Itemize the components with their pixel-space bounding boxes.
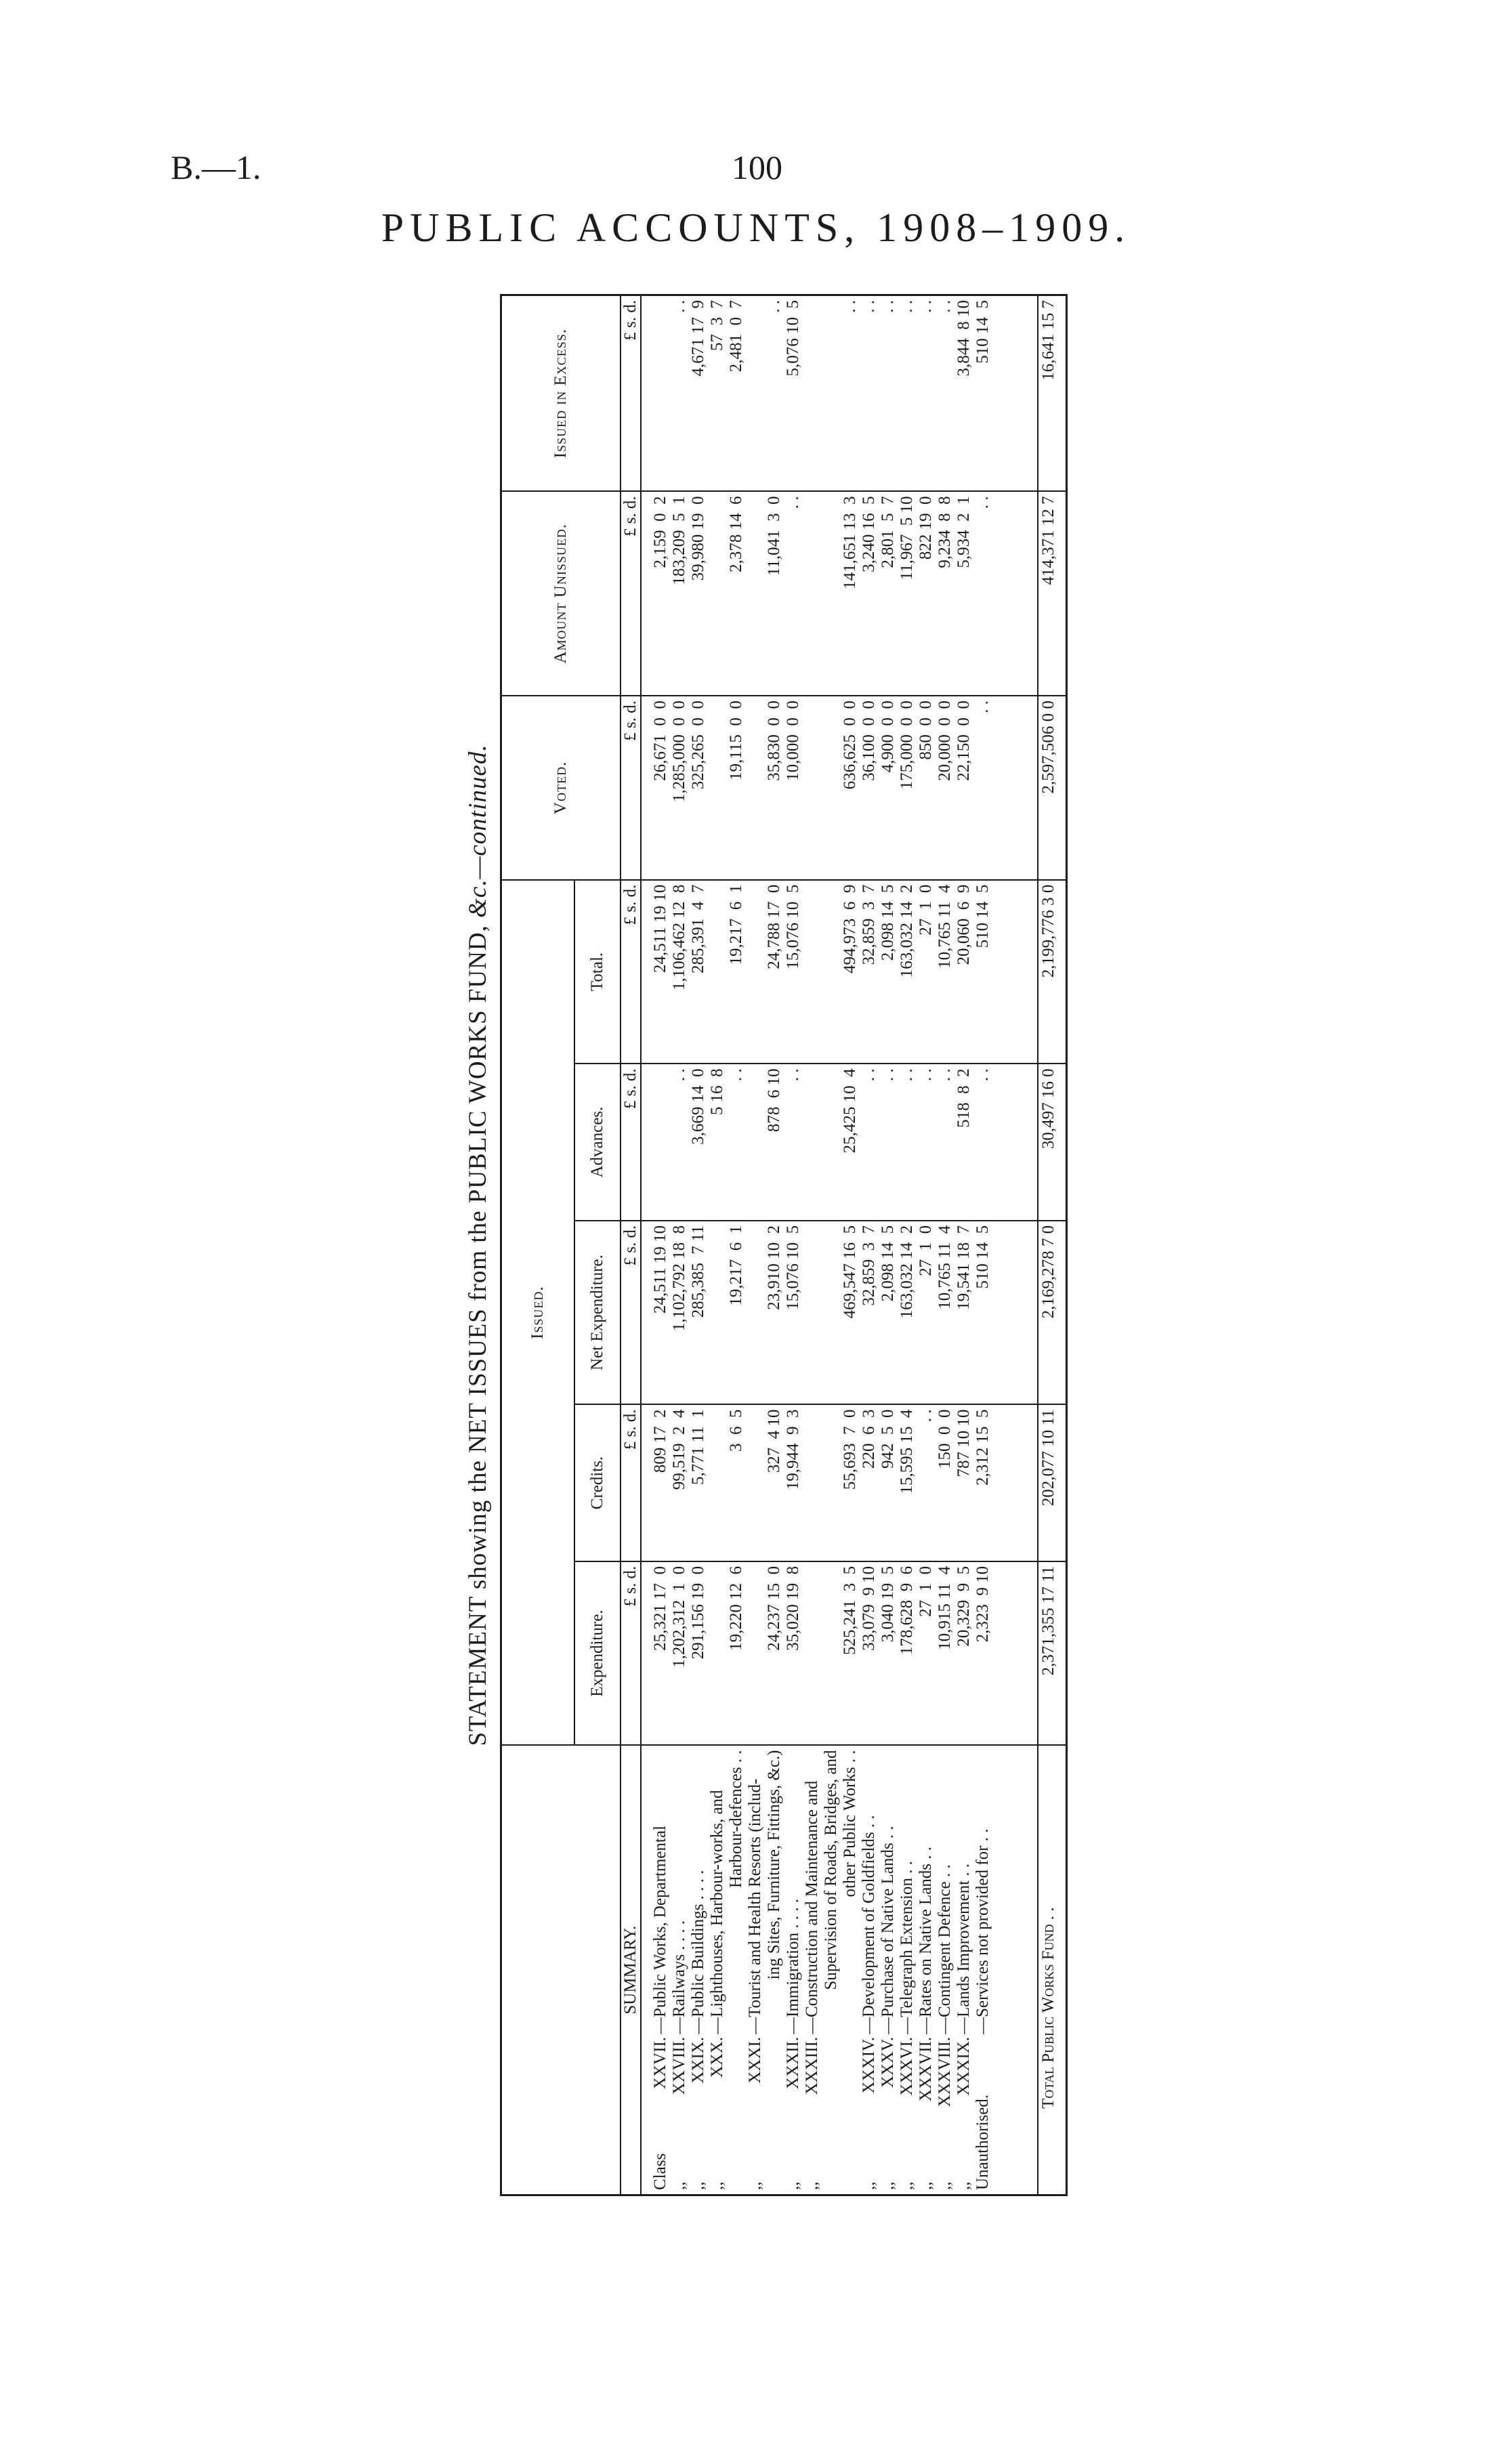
amount-ex [746,300,765,486]
amount-net: 469,547 16 5 [840,1225,859,1319]
amount-net [803,1225,822,1400]
amount-exp: 20,329 9 5 [954,1565,973,1647]
summary-line [936,1750,954,2190]
class-title: —Public Works, Departmental [650,1826,669,2034]
amount-un: 141,651 13 3 [840,496,859,589]
amount-cr: . . [916,1409,935,1423]
class-title: —Purchase of Native Lands . . [878,1826,897,2034]
amount-vot [746,700,765,875]
amount-un: 9,234 8 8 [935,496,954,568]
amount-cr: 150 0 0 [935,1409,954,1469]
class-title: —Public Buildings . . . . [688,1870,707,2034]
amount-un: 2,378 14 6 [726,496,745,572]
issued-in-excess-header: Issued in Excess. [501,295,621,492]
amount-ex: 3,844 8 10 [954,300,973,377]
amount-un [708,496,727,691]
class-number: XXXIX. [954,2037,973,2096]
amount-exp [822,1566,841,1741]
amount-ex: . . [764,300,783,313]
running-head: PUBLIC ACCOUNTS, 1908–1909. [381,205,1131,250]
total-net-expenditure: 2,169,278 7 0 [1038,1221,1067,1405]
amount-tot: 15,076 10 5 [783,884,802,969]
amount-exp: 2,323 9 10 [973,1565,992,1643]
amount-net: 32,859 3 7 [859,1225,878,1306]
class-number: XXXVI. [897,2037,916,2096]
amount-ex: . . [878,300,897,313]
amount-adv: . . [783,1068,802,1082]
page-code: B.—1. [171,148,261,186]
total-voted: 2,597,506 0 0 [1038,696,1067,880]
amount-vot [822,700,841,875]
summary-line [708,1750,727,2190]
amount-un: 822 19 0 [916,496,935,560]
amount-vot: 35,830 0 0 [764,700,783,781]
amount-exp: 1,202,312 1 0 [669,1565,688,1668]
amount-adv: 25,425 10 4 [840,1068,859,1154]
summary-line [860,1750,879,2190]
amount-tot [746,885,765,1059]
amount-vot [803,700,822,875]
amount-un: 11,967 5 10 [897,496,916,581]
amount-vot: 36,100 0 0 [859,700,878,781]
amount-exp: 27 1 0 [916,1565,935,1617]
amount-tot: 2,098 14 5 [878,884,897,961]
amount-cr: 942 5 0 [878,1409,897,1469]
class-marker: ,, [897,2181,916,2190]
class-title: Supervision of Roads, Bridges, and [821,1750,840,1990]
amount-ex: . . [916,300,935,313]
summary-line [746,1750,765,2190]
class-number: XXXV. [878,2037,897,2088]
amount-un: 39,980 19 0 [688,496,707,581]
amount-net: 510 14 5 [973,1225,992,1289]
class-title: —Telegraph Extension . . [897,1861,916,2034]
amount-cr: 19,944 9 3 [783,1409,802,1490]
amount-net: 1,102,792 18 8 [669,1225,688,1332]
amount-vot: 636,625 0 0 [840,700,859,790]
total-credits: 202,077 10 11 [1038,1404,1067,1561]
class-marker: ,, [783,2181,802,2190]
amount-tot: 1,106,462 12 8 [669,884,688,991]
units-net-expenditure: £ s. d. [621,1221,641,1405]
net-expenditure-column [641,1221,1038,1405]
advances-column [641,1064,1038,1220]
amount-un: 11,041 3 0 [764,496,783,576]
amount-vot [708,700,727,875]
class-number: XXXI. [745,2037,764,2084]
class-number: XXXVIII. [935,2037,954,2107]
amount-ex [822,300,841,486]
amount-tot: 10,765 11 4 [935,884,954,969]
amount-adv: 878 6 10 [764,1068,783,1133]
amount-net [822,1225,841,1400]
class-marker: ,, [954,2181,973,2190]
amount-net: 285,385 7 11 [688,1225,707,1318]
amount-tot: 20,060 6 9 [954,884,973,965]
amount-exp: 10,915 11 4 [935,1565,954,1650]
amount-net: 27 1 0 [916,1225,935,1276]
class-marker: ,, [935,2181,954,2190]
amount-unissued-header: Amount Unissued. [501,491,621,696]
amount-exp: 3,040 19 5 [878,1565,897,1643]
rotated-statement [461,289,1072,2202]
amount-cr: 2,312 15 5 [973,1409,992,1486]
amount-cr: 327 4 10 [764,1409,783,1473]
amount-net: 19,541 18 7 [954,1225,973,1310]
class-number: XXXIV. [859,2037,878,2094]
class-number: XXVIII. [669,2037,688,2095]
unissued-column [641,491,1038,696]
statement-title-continued: &c.—continued. [464,744,492,918]
page-number: 100 [732,148,782,186]
amount-vot: 10,000 0 0 [783,700,802,781]
amount-tot: 32,859 3 7 [859,884,878,965]
summary-line [954,1750,973,2190]
amount-tot: 285,391 4 7 [688,884,707,974]
rotated-statement-frame [461,289,1072,2202]
amount-net [708,1225,727,1400]
amount-vot: 175,000 0 0 [897,700,916,790]
class-marker: Unauthorised. [973,2095,992,2190]
voted-header: Voted. [501,696,621,880]
amount-adv: 518 8 2 [954,1068,973,1128]
amount-cr: 5,771 11 1 [688,1409,707,1486]
amount-exp: 291,156 19 0 [688,1565,707,1660]
amount-cr: 809 17 2 [650,1409,669,1473]
amount-cr [822,1409,841,1556]
units-excess: £ s. d. [621,295,641,492]
class-marker: ,, [802,2181,821,2190]
summary-line [898,1750,917,2190]
summary-line [727,1750,746,2190]
summary-line [651,1750,670,2190]
amount-ex [803,300,822,486]
class-title: —Lands Improvement . . [954,1863,973,2034]
amount-adv: . . [897,1068,916,1082]
summary-label: SUMMARY. [621,1745,641,2195]
expenditure-header: Expenditure. [574,1561,621,1746]
amount-adv [746,1068,765,1215]
class-title: —Railways . . . . [669,1920,688,2034]
amount-tot [803,885,822,1059]
amount-net: 24,511 19 10 [650,1225,669,1314]
total-column [641,880,1038,1064]
amount-ex: . . [859,300,878,313]
total-header: Total. [574,880,621,1064]
amount-un: 2,159 0 2 [650,496,669,568]
amount-cr: 220 6 3 [859,1409,878,1469]
amount-un: . . [783,496,802,509]
units-advances: £ s. d. [621,1064,641,1220]
excess-column [641,295,1038,492]
class-title: other Public Works . . [840,1750,859,1897]
amount-adv [822,1068,841,1215]
amount-tot: 24,788 17 0 [764,884,783,969]
amount-exp [803,1566,822,1741]
total-advances: 30,497 16 0 [1038,1064,1067,1220]
class-number: XXXIII. [802,2037,821,2095]
amount-exp [746,1566,765,1741]
summary-line [765,1750,784,2190]
class-number: XXXII. [783,2037,802,2090]
units-voted: £ s. d. [621,696,641,880]
amount-adv: . . [973,1068,992,1082]
amount-ex: 2,481 0 7 [726,300,745,373]
class-marker: Class [650,2153,669,2190]
amount-cr: 787 10 10 [954,1409,973,1477]
amount-un [822,496,841,691]
amount-cr: 15,595 15 4 [897,1409,916,1494]
amount-adv: 5 16 8 [707,1068,726,1116]
amount-exp: 178,628 9 6 [897,1565,916,1656]
amount-ex: . . [897,300,916,313]
amount-adv: . . [935,1068,954,1082]
amount-un [803,496,822,691]
units-total: £ s. d. [621,880,641,1064]
expenditure-column [641,1561,1038,1746]
summary-line [822,1750,841,2190]
amount-net: 10,765 11 4 [935,1225,954,1309]
amount-tot: 163,032 14 2 [897,884,916,978]
amount-cr [746,1409,765,1556]
amount-tot: 510 14 5 [973,884,992,948]
amount-vot: 850 0 0 [916,700,935,760]
amount-net: 23,910 10 2 [764,1225,783,1310]
class-title: —Development of Goldfields . . [859,1815,878,2034]
amount-un: 3,240 16 5 [859,496,878,572]
class-title: —Tourist and Health Resorts (includ- [745,1778,764,2034]
class-marker: ,, [707,2181,726,2190]
summary-line [841,1750,860,2190]
public-works-summary-table [500,294,1068,2196]
amount-adv: . . [669,1068,688,1082]
amount-un: 2,801 5 7 [878,496,897,568]
class-title: —Services not provided for . . [973,1828,992,2034]
amount-net [746,1225,765,1400]
class-title: —Contingent Defence . . [935,1864,954,2034]
amount-cr: 3 6 5 [726,1409,745,1452]
amount-vot: 22,150 0 0 [954,700,973,781]
class-title: ing Sites, Furniture, Fittings, &c.) [764,1750,783,1980]
statement-title-main: STATEMENT showing the NET ISSUES from the PUBLIC WORKS FUND, [464,917,492,1746]
summary-line [973,1750,992,2190]
amount-adv: . . [859,1068,878,1082]
total-unissued: 414,371 12 7 [1038,491,1067,696]
amount-ex: . . [840,300,859,313]
amount-ex: 510 14 5 [973,300,992,364]
amount-un: 183,209 5 1 [669,496,688,585]
summary-line [803,1750,822,2190]
amount-cr [708,1409,727,1556]
net-expenditure-header: Net Expenditure. [574,1221,621,1405]
amount-exp [708,1566,727,1741]
amount-ex: 5,076 10 5 [783,300,802,377]
class-title: Harbour-defences . . [726,1750,745,1889]
summary-line [879,1750,898,2190]
amount-exp: 24,237 15 0 [764,1565,783,1651]
amount-cr: 55,693 7 0 [840,1409,859,1490]
class-marker: ,, [916,2181,935,2190]
total-expenditure: 2,371,355 17 11 [1038,1561,1067,1746]
amount-adv [651,1068,670,1215]
total-row [1038,295,1067,2195]
units-credits: £ s. d. [621,1404,641,1561]
class-title: —Lighthouses, Harbour-works, and [707,1790,726,2034]
amount-ex [651,300,670,486]
total-label: Total Public Works Fund . . [1038,1745,1067,2195]
issued-header: Issued. [501,880,574,1746]
amount-vot: 1,285,000 0 0 [669,700,688,803]
amount-exp: 33,079 9 10 [859,1565,878,1651]
class-number: XXXVII. [916,2037,935,2102]
amount-vot: 19,115 0 0 [726,700,745,780]
amount-un: . . [973,496,992,509]
amount-adv: 3,669 14 0 [688,1068,707,1145]
voted-column [641,696,1038,880]
amount-exp: 35,020 19 8 [783,1565,802,1651]
amount-un [746,496,765,691]
units-unissued: £ s. d. [621,491,641,696]
amount-tot: 19,217 6 1 [726,884,745,965]
amount-net: 19,217 6 1 [726,1225,745,1306]
amount-vot: . . [973,700,992,713]
amount-ex: . . [669,300,688,313]
class-title: —Rates on Native Lands . . [916,1846,935,2034]
summary-line [784,1750,803,2190]
units-expenditure: £ s. d. [621,1561,641,1746]
class-title: —Immigration . . . . [783,1899,802,2034]
amount-ex: 57 3 7 [707,300,726,351]
summary-line [670,1750,689,2190]
amount-vot: 325,265 0 0 [688,700,707,790]
amount-tot [822,885,841,1059]
amount-exp: 25,321 17 0 [650,1565,669,1651]
amount-vot: 26,671 0 0 [650,700,669,781]
class-marker: ,, [745,2181,764,2190]
amount-net: 163,032 14 2 [897,1225,916,1319]
credits-column [641,1404,1038,1561]
amount-un: 5,934 2 1 [954,496,973,568]
amount-adv [803,1068,822,1215]
summary-line [689,1750,708,2190]
amount-adv: . . [878,1068,897,1082]
class-title: —Construction and Maintenance and [802,1780,821,2034]
amount-net: 2,098 14 5 [878,1225,897,1302]
statement-title [463,289,492,2202]
amount-vot: 4,900 0 0 [878,700,897,773]
class-number: XXIX. [688,2037,707,2084]
class-marker: ,, [669,2181,688,2190]
amount-tot: 494,973 6 9 [840,884,859,974]
class-marker: ,, [859,2181,878,2190]
amount-ex: 4,671 17 9 [688,300,707,377]
total-excess: 16,641 15 7 [1038,295,1067,492]
amount-ex: . . [935,300,954,313]
amount-exp: 19,220 12 6 [726,1565,745,1651]
amount-tot [708,885,727,1059]
class-marker: ,, [688,2181,707,2190]
summary-header [501,1745,621,2195]
credits-header: Credits. [574,1404,621,1561]
amount-tot: 24,511 19 10 [650,884,669,973]
amount-vot: 20,000 0 0 [935,700,954,781]
amount-tot: 27 1 0 [916,884,935,935]
summary-column [641,1745,1038,2195]
amount-net: 15,076 10 5 [783,1225,802,1310]
class-marker: ,, [878,2181,897,2190]
total-total: 2,199,776 3 0 [1038,880,1067,1064]
amount-adv: . . [726,1068,745,1082]
amount-cr: 99,519 2 4 [669,1409,688,1490]
summary-line [917,1750,936,2190]
amount-adv: . . [916,1068,935,1082]
amount-cr [803,1409,822,1556]
advances-header: Advances. [574,1064,621,1220]
amount-exp: 525,241 3 5 [840,1565,859,1656]
class-number: XXX. [707,2037,726,2078]
class-number: XXVII. [650,2037,669,2090]
